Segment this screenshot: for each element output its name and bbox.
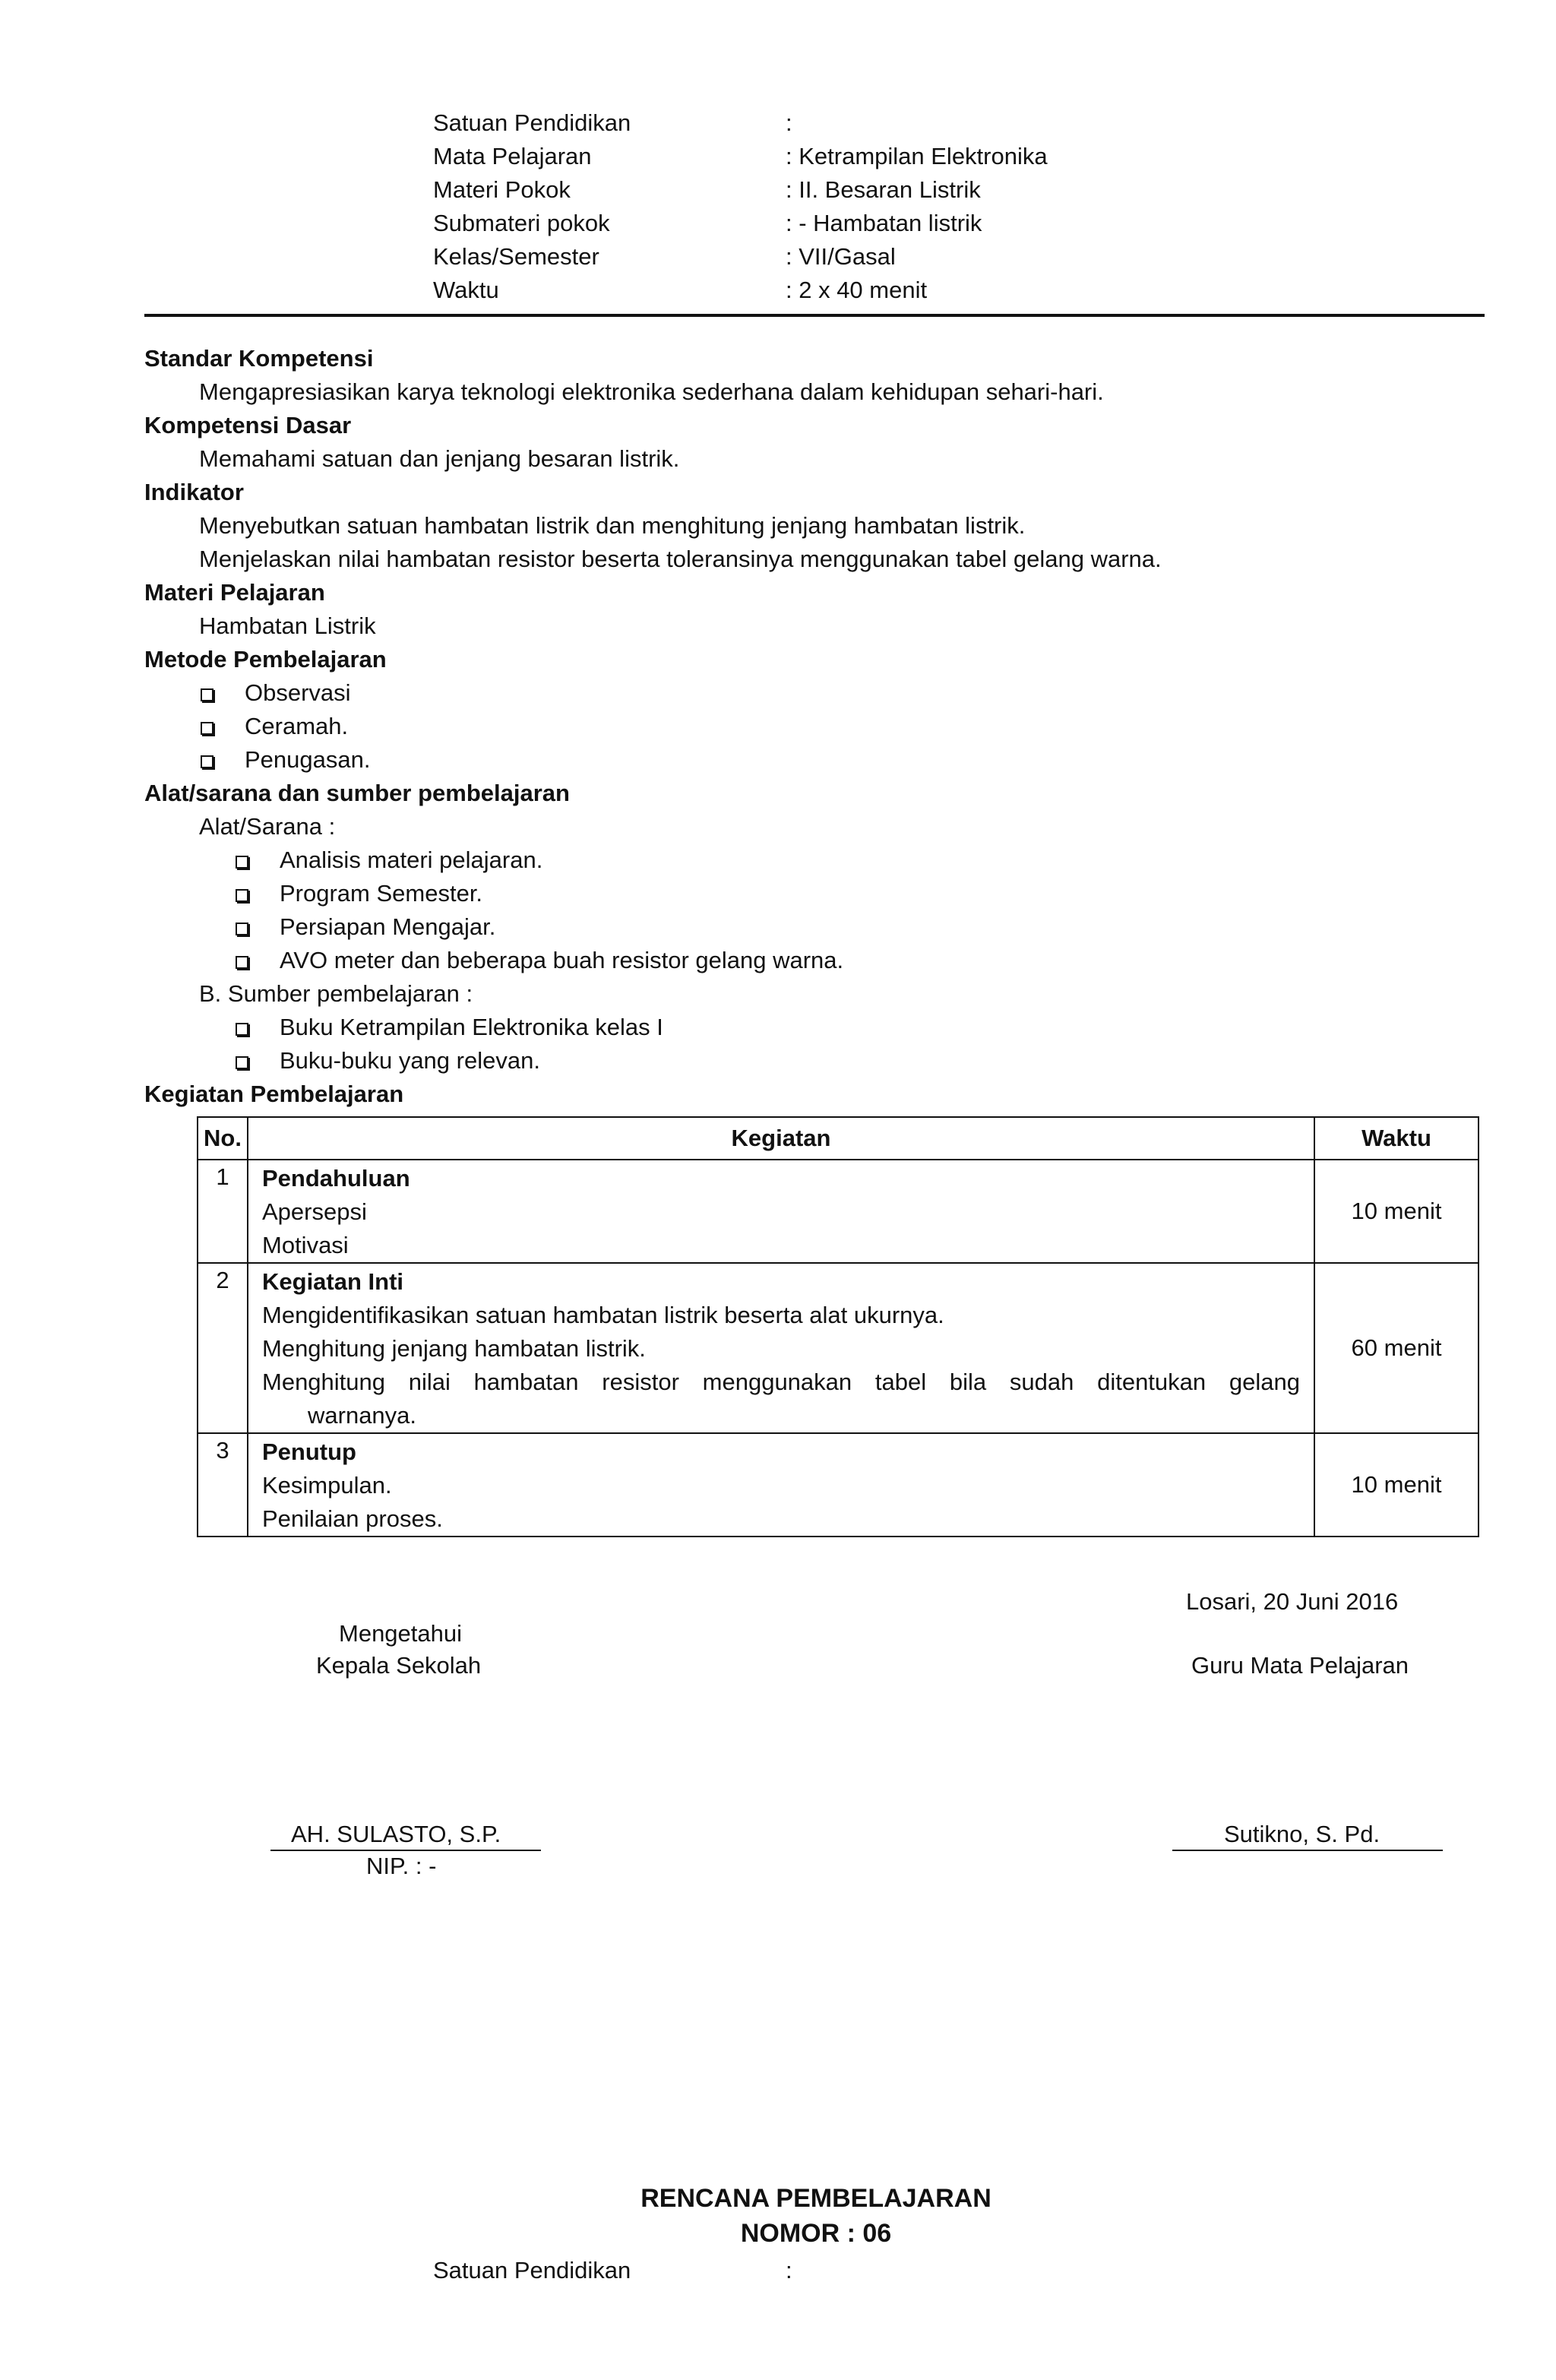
signature-right-name: Sutikno, S. Pd. (1224, 1821, 1380, 1847)
alat-item: Analisis materi pelajaran. (280, 847, 543, 873)
doc-title: RENCANA PEMBELAJARAN (640, 2184, 991, 2213)
field-label: Satuan Pendidikan (433, 2257, 631, 2283)
col-header-no: No. (198, 1117, 248, 1160)
checkbox-bullet-icon (236, 956, 248, 969)
kegiatan-table (197, 1116, 1479, 1537)
signature-right-underline (1172, 1850, 1443, 1851)
standar-kompetensi-text: Mengapresiasikan karya teknologi elektronika sederhana dalam kehidupan sehari-hari. (199, 378, 1104, 405)
alat-item: Program Semester. (280, 880, 483, 907)
field-value: : - Hambatan listrik (786, 210, 982, 236)
row-activity (248, 1263, 1314, 1433)
field-label: Satuan Pendidikan (433, 109, 631, 136)
row-number: 2 (198, 1263, 248, 1433)
row-line: Menghitung jenjang hambatan listrik. (262, 1335, 646, 1362)
table-header-row (198, 1117, 1479, 1160)
heading-indikator: Indikator (144, 479, 244, 505)
checkbox-bullet-icon (201, 755, 213, 768)
row-line: Penilaian proses. (262, 1505, 443, 1532)
indikator-item: Menjelaskan nilai hambatan resistor beserta toleransinya menggunakan tabel gelang warna. (199, 546, 1162, 572)
checkbox-bullet-icon (236, 923, 248, 935)
row-waktu: 10 menit (1314, 1433, 1479, 1537)
alat-subheading: Alat/Sarana : (199, 813, 336, 840)
table-row (198, 1160, 1479, 1263)
row-title: Kegiatan Inti (262, 1268, 404, 1295)
row-number: 3 (198, 1433, 248, 1537)
row-activity (248, 1433, 1314, 1537)
signature-left-underline (270, 1850, 541, 1851)
field-value: : Ketrampilan Elektronika (786, 143, 1048, 169)
row-title: Penutup (262, 1438, 356, 1465)
signature-left-nip: NIP. : - (366, 1853, 437, 1879)
row-line: Kesimpulan. (262, 1472, 392, 1499)
sumber-item: Buku-buku yang relevan. (280, 1047, 540, 1074)
materi-text: Hambatan Listrik (199, 612, 376, 639)
row-line: Menghitung nilai hambatan resistor menggunakan tabel bila sudah ditentukan gelang (262, 1369, 1300, 1395)
row-activity (248, 1160, 1314, 1263)
checkbox-bullet-icon (236, 889, 248, 902)
row-line: warnanya. (308, 1402, 417, 1429)
kompetensi-dasar-text: Memahami satuan dan jenjang besaran listrik. (199, 445, 680, 472)
checkbox-bullet-icon (236, 856, 248, 869)
place-date: Losari, 20 Juni 2016 (1186, 1588, 1399, 1615)
sumber-subheading: B. Sumber pembelajaran : (199, 980, 473, 1007)
alat-item: AVO meter dan beberapa buah resistor gelang warna. (280, 947, 844, 973)
field-value: : 2 x 40 menit (786, 277, 928, 303)
signature-left-name: AH. SULASTO, S.P. (291, 1821, 501, 1847)
row-line: Mengidentifikasikan satuan hambatan listrik beserta alat ukurnya. (262, 1302, 944, 1328)
col-header-kegiatan: Kegiatan (248, 1117, 1314, 1160)
alat-item: Persiapan Mengajar. (280, 913, 496, 940)
header-divider (144, 314, 1485, 317)
table-row (198, 1433, 1479, 1537)
doc-number: NOMOR : 06 (740, 2219, 892, 2248)
checkbox-bullet-icon (201, 688, 213, 701)
field-value: : (786, 109, 792, 136)
field-value: : (786, 2257, 792, 2283)
heading-standar-kompetensi: Standar Kompetensi (144, 345, 374, 372)
checkbox-bullet-icon (201, 722, 213, 735)
field-label: Kelas/Semester (433, 243, 599, 270)
field-value: : VII/Gasal (786, 243, 896, 270)
field-label: Submateri pokok (433, 210, 610, 236)
checkbox-bullet-icon (236, 1056, 248, 1069)
field-label: Waktu (433, 277, 499, 303)
field-label: Materi Pokok (433, 176, 571, 203)
signature-left-role: Kepala Sekolah (316, 1652, 482, 1679)
metode-item: Penugasan. (245, 746, 371, 773)
metode-item: Ceramah. (245, 713, 349, 739)
row-title: Pendahuluan (262, 1165, 410, 1192)
row-line: Apersepsi (262, 1198, 367, 1225)
field-value: : II. Besaran Listrik (786, 176, 981, 203)
row-waktu: 10 menit (1314, 1160, 1479, 1263)
row-waktu: 60 menit (1314, 1263, 1479, 1433)
table-row (198, 1263, 1479, 1433)
row-line: Motivasi (262, 1232, 349, 1258)
row-number: 1 (198, 1160, 248, 1263)
heading-kompetensi-dasar: Kompetensi Dasar (144, 412, 352, 438)
sumber-item: Buku Ketrampilan Elektronika kelas I (280, 1014, 663, 1040)
col-header-waktu: Waktu (1314, 1117, 1479, 1160)
metode-item: Observasi (245, 679, 351, 706)
signature-right-role: Guru Mata Pelajaran (1191, 1652, 1409, 1679)
checkbox-bullet-icon (236, 1023, 248, 1036)
heading-metode-pembelajaran: Metode Pembelajaran (144, 646, 387, 673)
heading-kegiatan-pembelajaran: Kegiatan Pembelajaran (144, 1081, 404, 1107)
heading-alat-sarana: Alat/sarana dan sumber pembelajaran (144, 780, 570, 806)
indikator-item: Menyebutkan satuan hambatan listrik dan menghitung jenjang hambatan listrik. (199, 512, 1026, 539)
field-label: Mata Pelajaran (433, 143, 592, 169)
heading-materi-pelajaran: Materi Pelajaran (144, 579, 325, 606)
signature-left-top: Mengetahui (339, 1620, 463, 1647)
